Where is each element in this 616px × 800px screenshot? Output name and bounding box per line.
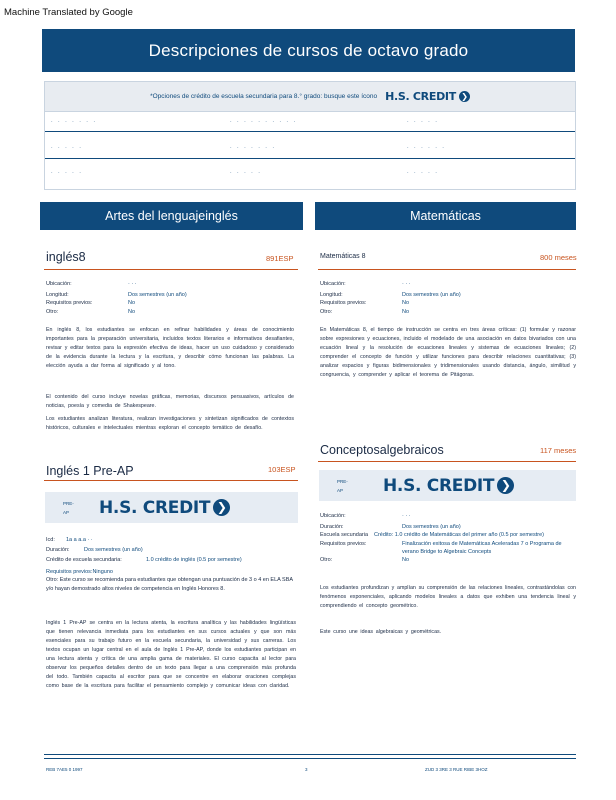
- course-divider: [44, 269, 298, 270]
- hs-credit-badge: [99, 498, 230, 518]
- pre-ap-label-line: AP: [63, 509, 70, 515]
- field-label: Otro:: [46, 308, 59, 315]
- pre-ap-label: [63, 499, 85, 517]
- hs-credit-banner: [45, 492, 298, 523]
- credit-options-box: [44, 81, 576, 190]
- field-value: No: [402, 300, 410, 307]
- description-algebraic-concepts-p1: Los estudiantes profundizan y amplían su comprensión de las relaciones lineales, contrastándolas con fenómenos exponenciales, aplicando modelos lineales a datos que exhiben una tendencia lineal y comprendiendo el concepto geométrico.: [320, 585, 576, 609]
- hs-credit-badge-text: H.S. CREDIT: [383, 475, 495, 496]
- pre-ap-label-line: PRE-: [337, 478, 348, 484]
- field-label: Requisitos previos:: [46, 300, 93, 307]
- field-value: Dos semestres (un año): [402, 524, 461, 531]
- field-label: Duración:: [46, 547, 70, 554]
- course-details-english8: [46, 280, 296, 316]
- field-value: No: [402, 557, 410, 564]
- field-value: Dos semestres (un año): [402, 292, 461, 299]
- hs-credit-badge-text: H.S. CREDIT: [385, 90, 456, 103]
- field-value: · · ·: [402, 513, 411, 519]
- course-title-english1-preap: Inglés 1 Pre-AP: [46, 464, 134, 478]
- field-label: Requisitos previos:: [320, 300, 367, 307]
- field-value: Dos semestres (un año): [84, 547, 143, 554]
- credit-row-3-col-1: · · · · ·: [51, 170, 83, 176]
- machine-translated-label: Machine Translated by Google: [4, 7, 133, 18]
- field-label: Icd:: [46, 537, 55, 543]
- field-value: 1a a a.a · ·: [66, 537, 93, 543]
- description-english1-preap: Inglés 1 Pre-AP se centra en la lectura atenta, la escritura analítica y las habilidades lingüísticas que tienen relevancia inmediata para los estudiantes en sus cursos actuales y que son más esenciales para su trabajo futuro en la escuela secundaria, la universidad y sus carreras. Los textos ocupan un lugar central en el aula de Inglés 1 Pre-AP, donde los estudiantes participan en una lectura atenta y crítica de una amplia gama de materiales. El curso capacita al lector para observar los pequeños detalles dentro de un texto para llegar a una comprensión más profunda del todo. También capacita al escritor para que se concentre en elaborar oraciones complejas como base de la escritura para facilitar el pensamiento complejo y comunicar ideas con claridad.: [46, 620, 296, 689]
- field-value: No: [128, 308, 136, 315]
- description-math8: En Matemáticas 8, el tiempo de instrucción se centra en tres áreas críticas: (1) formular y razonar sobre expresiones y ecuaciones, incluido el modelado de una asociación en datos bivariados con una ecuación lineal y la resolución de ecuaciones lineales y sistemas de ecuaciones lineales; (2) comprender el concepto de función y utilizar funciones para describir relaciones cuantitativas; (3) analizar espacios y figuras bidimensionales y tridimensionales usando distancia, ángulo, similitud y congruencia, y comprender y aplicar el teorema de Pitágoras.: [320, 327, 576, 378]
- credit-note: [45, 82, 575, 112]
- section-heading-language-arts: Artes del lenguajeinglés: [40, 202, 303, 230]
- footer-right-text: ZUD 3 3RE 3 RUE RIBE 3HOZ: [425, 767, 488, 772]
- hs-credit-badge: [385, 90, 470, 103]
- course-divider: [318, 461, 576, 462]
- course-details-english1-preap: [46, 536, 298, 594]
- course-details-algebraic-concepts: [320, 512, 576, 564]
- description-english8-p1: En inglés 8, los estudiantes se enfocan en refinar habilidades y áreas de conocimiento importantes para la preparación universitaria, incluidos textos literarios e informativos desafiantes, revisar y editar textos para la expresión efectiva de ideas, hacer un uso cuidadoso y considerado de la evidencia durante la lectura y la escritura, y describir cómo funcionan las palabras. La elección ayuda a dar forma al significado y al tono.: [46, 327, 294, 369]
- description-algebraic-concepts-p2: Este curso une ideas algebraicas y geométricas.: [320, 629, 442, 635]
- credit-divider: [45, 158, 575, 159]
- field-label: Duración:: [320, 524, 344, 531]
- field-value: · · ·: [402, 281, 411, 287]
- credit-divider: [45, 131, 575, 132]
- field-value: No: [128, 300, 136, 307]
- pre-ap-label-line: AP: [337, 487, 344, 493]
- credit-row-1-col-3: · · · · ·: [407, 119, 439, 125]
- course-details-math8: [320, 280, 575, 316]
- chevron-circle-icon: ❯: [213, 499, 230, 516]
- field-value: Crédito: 1.0 crédito de Matemáticas del primer año (0.5 por semestre): [374, 532, 544, 539]
- other-text: Otro: Este curso se recomienda para estudiantes que obtengan una puntuación de 3 o 4 en ELA SBA y/o hayan demostrado altos niveles de competencia en Inglés Honores 8.: [46, 576, 293, 592]
- field-value: 1.0 crédito de inglés (0.5 por semestre): [146, 557, 242, 564]
- credit-row-1-col-2: · · · · · · · · · ·: [230, 119, 298, 125]
- chevron-circle-icon: ❯: [459, 91, 470, 102]
- footer-left-text: REB 7AE5 0 1997: [46, 767, 83, 772]
- field-label: Requisitos previos:: [320, 540, 367, 547]
- pre-ap-label-line: PRE-: [63, 500, 74, 506]
- course-divider: [44, 480, 298, 481]
- credit-row-2-col-1: · · · · ·: [51, 145, 83, 151]
- field-label: Otro:: [320, 308, 333, 315]
- field-label: Ubicación:: [46, 281, 72, 287]
- page-number: 3: [305, 767, 308, 772]
- hs-credit-banner: [319, 470, 576, 501]
- credit-row-1-col-1: · · · · · · ·: [51, 119, 97, 125]
- course-code-algebraic-concepts: 117 meses: [540, 446, 577, 455]
- prerequisites-text: Requisitos previos:Ninguno: [46, 568, 113, 575]
- field-label: Crédito de escuela secundaria:: [46, 557, 122, 564]
- field-value: Dos semestres (un año): [128, 292, 187, 299]
- field-label: Longitud:: [46, 292, 69, 299]
- footer-rule: [44, 754, 576, 755]
- footer-rule: [44, 758, 576, 759]
- field-label: Ubicación:: [320, 513, 346, 519]
- course-code-english8: 891ESP: [266, 254, 294, 263]
- credit-row-2-col-3: · · · · · ·: [407, 145, 446, 151]
- field-value: No: [402, 308, 410, 315]
- field-label: Ubicación:: [320, 281, 346, 287]
- description-english8-p2: El contenido del curso incluye novelas gráficas, memorias, discursos persuasivos, artículos de noticias, poesía y comedia de Shakespeare.: [46, 394, 294, 409]
- section-heading-math: Matemáticas: [315, 202, 576, 230]
- course-title-math8: Matemáticas 8: [320, 253, 366, 260]
- course-title-algebraic-concepts: Conceptosalgebraicos: [320, 443, 444, 457]
- field-label: Escuela secundaria: [320, 532, 369, 539]
- field-label: Longitud:: [320, 292, 343, 299]
- course-code-english1-preap: 103ESP: [268, 465, 296, 474]
- field-value: · · ·: [128, 281, 137, 287]
- credit-row-2-col-2: · · · · · · ·: [230, 145, 276, 151]
- hs-credit-badge-text: H.S. CREDIT: [99, 497, 211, 518]
- credit-row-3-col-3: · · · · ·: [407, 170, 439, 176]
- chevron-circle-icon: ❯: [497, 477, 514, 494]
- course-code-math8: 800 meses: [540, 253, 577, 262]
- course-title-english8: inglés8: [46, 250, 86, 264]
- page-title: Descripciones de cursos de octavo grado: [42, 29, 575, 72]
- credit-row-3-col-2: · · · · ·: [230, 170, 262, 176]
- field-value: Finalización exitosa de Matemáticas Aceleradas 7 o Programa de verano Bridge to Algebraic Concepts: [402, 540, 562, 555]
- course-divider: [318, 269, 576, 270]
- field-label: Otro:: [320, 557, 333, 564]
- hs-credit-badge: [383, 476, 514, 496]
- description-english8-p3: Los estudiantes analizan literatura, realizan investigaciones y sintetizan significados de contextos históricos, culturales e intelectuales mientras exploran el concepto temático de desafío.: [46, 416, 294, 431]
- credit-note-text: *Opciones de crédito de escuela secundaria para 8.° grado: busque este ícono: [150, 93, 378, 100]
- pre-ap-label: [337, 477, 359, 495]
